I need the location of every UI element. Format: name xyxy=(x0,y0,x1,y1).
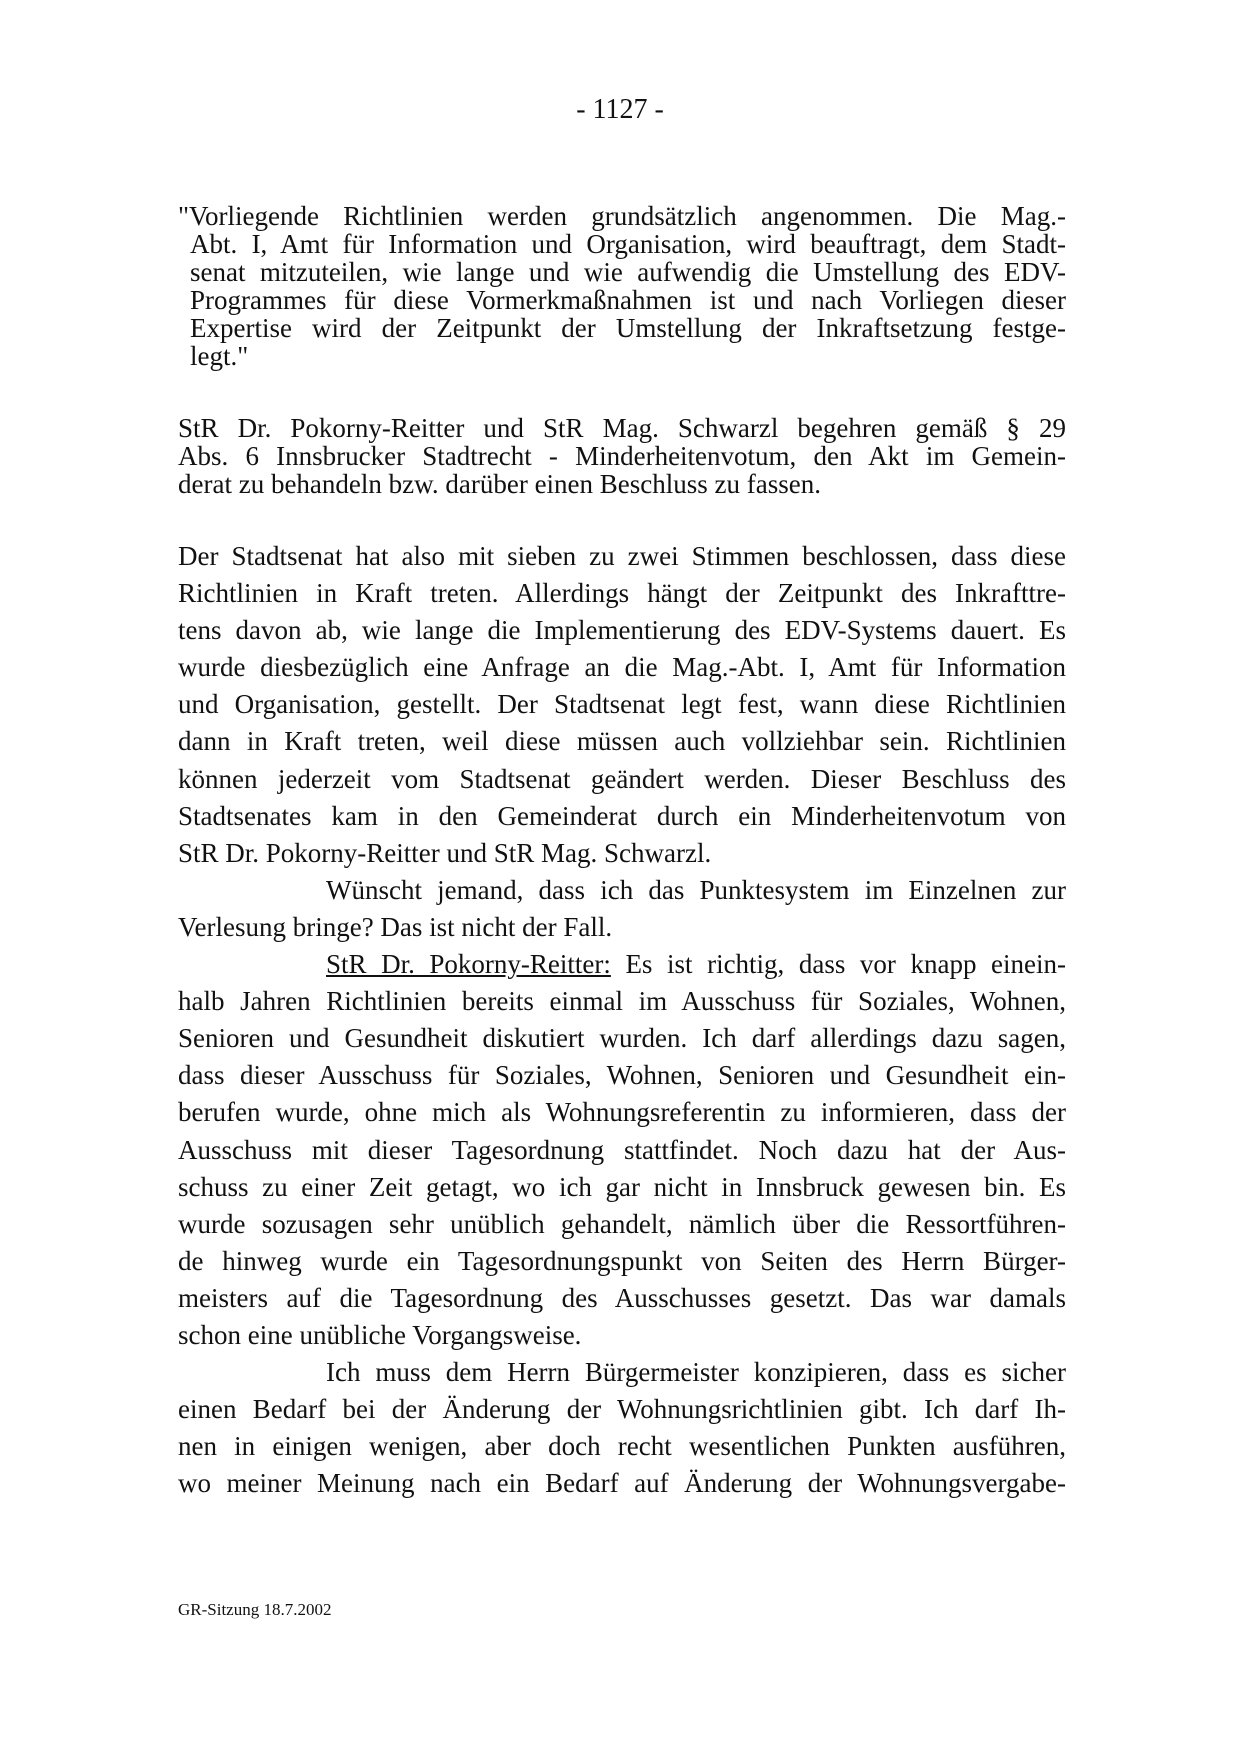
text-line: Ausschuss mit dieser Tagesordnung stattfindet. Noch dazu hat der Aus- xyxy=(178,1134,1066,1165)
text-line: Ich muss dem Herrn Bürgermeister konzipieren, dass es sicher xyxy=(326,1357,1066,1388)
body-text xyxy=(178,538,1066,1502)
text-line: meisters auf die Tagesordnung des Ausschusses gesetzt. Das war damals xyxy=(178,1282,1066,1313)
text-line: StR Dr. Pokorny-Reitter und StR Mag. Schwarzl. xyxy=(178,837,712,868)
minority-vote-note xyxy=(178,414,1066,498)
text-line: dass dieser Ausschuss für Soziales, Wohnen, Senioren und Gesundheit ein- xyxy=(178,1060,1066,1091)
page-number: - 1127 - xyxy=(576,94,664,125)
text-line: wurde diesbezüglich eine Anfrage an die Mag.-Abt. I, Amt für Information xyxy=(178,652,1066,683)
text-line: Richtlinien in Kraft treten. Allerdings hängt der Zeitpunkt des Inkrafttre- xyxy=(178,578,1066,609)
quote-line: "Vorliegende Richtlinien werden grundsätzlich angenommen. Die Mag.- xyxy=(178,201,1066,231)
text-line: de hinweg wurde ein Tagesordnungspunkt von Seiten des Herrn Bürger- xyxy=(178,1245,1066,1276)
footer-session-date: GR-Sitzung 18.7.2002 xyxy=(178,1600,332,1619)
quote-line: legt." xyxy=(190,341,249,371)
quote-line: Expertise wird der Zeitpunkt der Umstellung der Inkraftsetzung festge- xyxy=(190,313,1066,343)
text-line: einen Bedarf bei der Änderung der Wohnungsrichtlinien gibt. Ich darf Ih- xyxy=(178,1394,1066,1425)
text-line: schon eine unübliche Vorgangsweise. xyxy=(178,1319,582,1350)
paragraph-speaker-statement xyxy=(178,946,1066,1354)
paragraph-reading-question xyxy=(178,872,1066,946)
quote-line: Abt. I, Amt für Information und Organisation, wird beauftragt, dem Stadt- xyxy=(190,229,1066,259)
text-line xyxy=(178,946,1066,983)
text-line: wurde sozusagen sehr unüblich gehandelt, nämlich über die Ressortführen- xyxy=(178,1208,1066,1239)
text-line: Verlesung bringe? Das ist nicht der Fall. xyxy=(178,911,613,942)
text-line: Der Stadtsenat hat also mit sieben zu zwei Stimmen beschlossen, dass diese xyxy=(178,541,1066,571)
text-line: wo meiner Meinung nach ein Bedarf auf Änderung der Wohnungsvergabe- xyxy=(178,1468,1066,1499)
paragraph-mayor-response xyxy=(178,1354,1066,1502)
resolution-quote xyxy=(178,202,1066,370)
text-line: Stadtsenates kam in den Gemeinderat durch ein Minderheitenvotum von xyxy=(178,800,1066,831)
text-line: Senioren und Gesundheit diskutiert wurden. Ich darf allerdings dazu sagen, xyxy=(178,1023,1066,1054)
minority-line: Abs. 6 Innsbrucker Stadtrecht - Minderheitenvotum, den Akt im Gemein- xyxy=(178,441,1066,471)
text-line: dann in Kraft treten, weil diese müssen auch vollziehbar sein. Richtlinien xyxy=(178,726,1066,757)
speaker-name: StR Dr. Pokorny-Reitter: xyxy=(326,949,611,980)
text-line: Wünscht jemand, dass ich das Punktesystem im Einzelnen zur xyxy=(326,874,1066,905)
paragraph-senate-decision xyxy=(178,538,1066,872)
minority-line: derat zu behandeln bzw. darüber einen Beschluss zu fassen. xyxy=(178,469,822,499)
text-line: können jederzeit vom Stadtsenat geändert werden. Dieser Beschluss des xyxy=(178,763,1066,794)
text-line-rest: Es ist richtig, dass vor knapp einein- xyxy=(610,949,1066,980)
quote-line: Programmes für diese Vormerkmaßnahmen ist und nach Vorliegen dieser xyxy=(190,285,1066,315)
text-line: berufen wurde, ohne mich als Wohnungsreferentin zu informieren, dass der xyxy=(178,1097,1066,1128)
text-line: schuss zu einer Zeit getagt, wo ich gar nicht in Innsbruck gewesen bin. Es xyxy=(178,1171,1066,1202)
minority-line: StR Dr. Pokorny-Reitter und StR Mag. Schwarzl begehren gemäß § 29 xyxy=(178,413,1066,443)
text-line: und Organisation, gestellt. Der Stadtsenat legt fest, wann diese Richtlinien xyxy=(178,689,1066,720)
text-line: tens davon ab, wie lange die Implementierung des EDV-Systems dauert. Es xyxy=(178,615,1066,646)
quote-line: senat mitzuteilen, wie lange und wie aufwendig die Umstellung des EDV- xyxy=(190,257,1066,287)
text-line: nen in einigen wenigen, aber doch recht wesentlichen Punkten ausführen, xyxy=(178,1431,1066,1462)
text-line: halb Jahren Richtlinien bereits einmal im Ausschuss für Soziales, Wohnen, xyxy=(178,986,1066,1017)
